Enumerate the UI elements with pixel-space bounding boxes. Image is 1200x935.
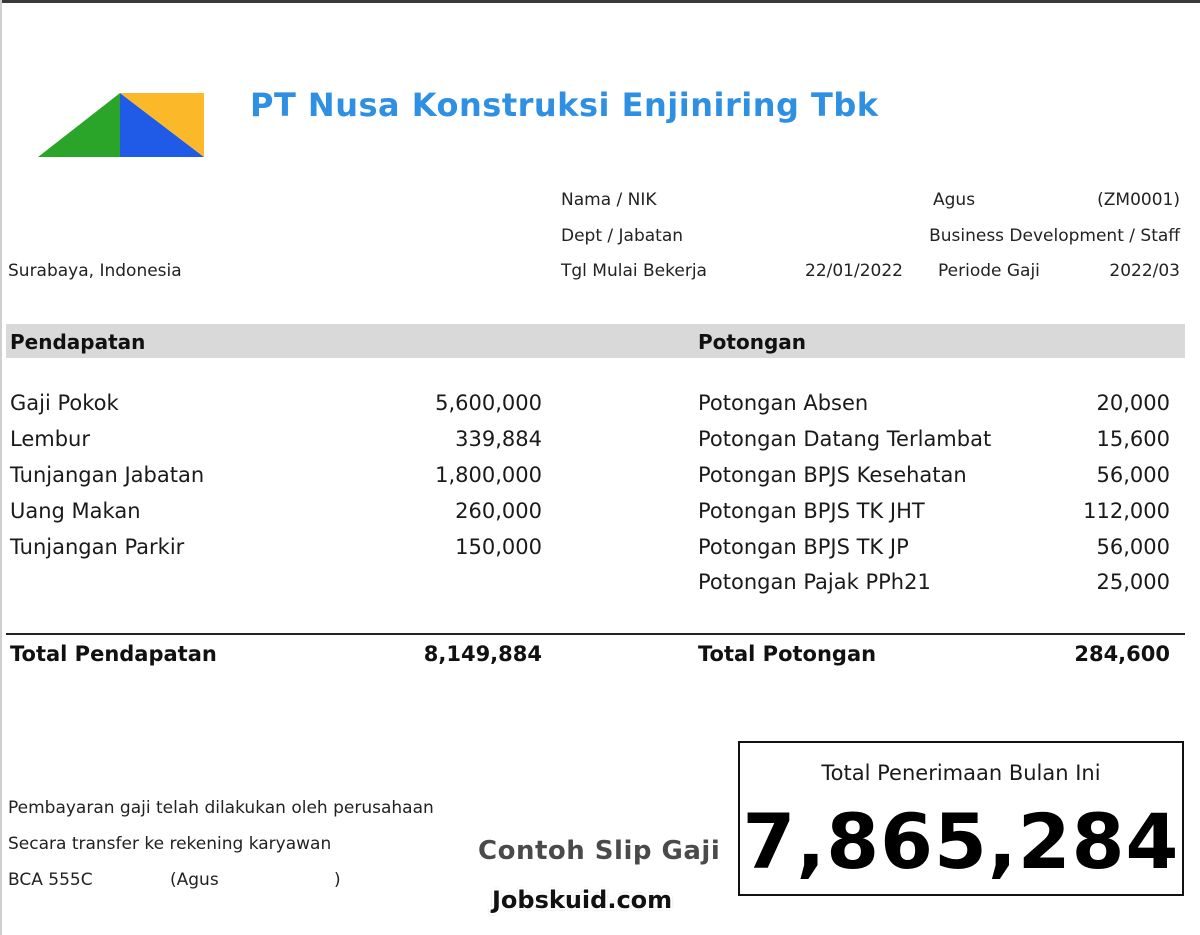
net-pay-amount: 7,865,284	[742, 797, 1180, 886]
deduction-value: 56,000	[1096, 463, 1170, 487]
deduction-value: 15,600	[1096, 427, 1170, 451]
deduction-value: 20,000	[1096, 391, 1170, 415]
pay-period: 2022/03	[1109, 261, 1180, 281]
deduction-label: Potongan Datang Terlambat	[698, 427, 992, 451]
earning-value: 5,600,000	[435, 391, 542, 415]
period-label: Periode Gaji	[938, 261, 1040, 281]
watermark-site: Jobskuid.com	[492, 886, 673, 914]
deduction-label: Potongan Absen	[698, 391, 869, 415]
deduction-label: Potongan BPJS Kesehatan	[698, 463, 967, 487]
left-border	[0, 0, 2, 935]
earning-value: 150,000	[455, 535, 542, 559]
company-logo-icon	[38, 93, 204, 157]
dept-label: Dept / Jabatan	[561, 226, 684, 246]
net-pay-box	[738, 741, 1184, 896]
bank-account: BCA 555C	[8, 870, 93, 890]
deduction-value: 112,000	[1083, 499, 1170, 523]
earning-value: 1,800,000	[435, 463, 542, 487]
deduction-label: Potongan BPJS TK JP	[698, 535, 909, 559]
employee-name: Agus	[933, 190, 976, 210]
deduction-label: Potongan Pajak PPh21	[698, 570, 931, 594]
payment-note-line2: Secara transfer ke rekening karyawan	[8, 834, 332, 854]
total-deductions-label: Total Potongan	[698, 642, 877, 666]
earning-label: Tunjangan Jabatan	[10, 463, 205, 487]
logo-green-shape	[38, 93, 120, 157]
earning-label: Gaji Pokok	[10, 391, 119, 415]
earnings-header: Pendapatan	[10, 330, 146, 354]
deduction-label: Potongan BPJS TK JHT	[698, 499, 925, 523]
earning-value: 339,884	[455, 427, 542, 451]
name-nik-label: Nama / NIK	[561, 190, 657, 210]
watermark-caption: Contoh Slip Gaji	[478, 836, 721, 866]
deductions-header: Potongan	[698, 330, 806, 354]
top-border	[0, 0, 1200, 3]
company-location: Surabaya, Indonesia	[8, 261, 182, 281]
total-earnings-label: Total Pendapatan	[10, 642, 217, 666]
account-holder: (Agus	[170, 870, 219, 890]
payment-note-line1: Pembayaran gaji telah dilakukan oleh perusahaan	[8, 798, 434, 818]
earning-label: Tunjangan Parkir	[10, 535, 185, 559]
account-holder-close: )	[334, 870, 341, 890]
total-earnings-value: 8,149,884	[423, 642, 542, 666]
deduction-value: 56,000	[1096, 535, 1170, 559]
earning-value: 260,000	[455, 499, 542, 523]
deduction-value: 25,000	[1096, 570, 1170, 594]
earning-label: Uang Makan	[10, 499, 141, 523]
totals-divider	[6, 633, 1185, 635]
company-name: PT Nusa Konstruksi Enjiniring Tbk	[250, 86, 879, 124]
start-date: 22/01/2022	[805, 261, 903, 281]
employee-nik: (ZM0001)	[1097, 190, 1180, 210]
section-header-band	[6, 324, 1185, 358]
earning-label: Lembur	[10, 427, 90, 451]
employee-dept: Business Development / Staff	[929, 226, 1180, 246]
net-pay-label: Total Penerimaan Bulan Ini	[821, 761, 1101, 785]
start-date-label: Tgl Mulai Bekerja	[561, 261, 707, 281]
total-deductions-value: 284,600	[1074, 642, 1170, 666]
